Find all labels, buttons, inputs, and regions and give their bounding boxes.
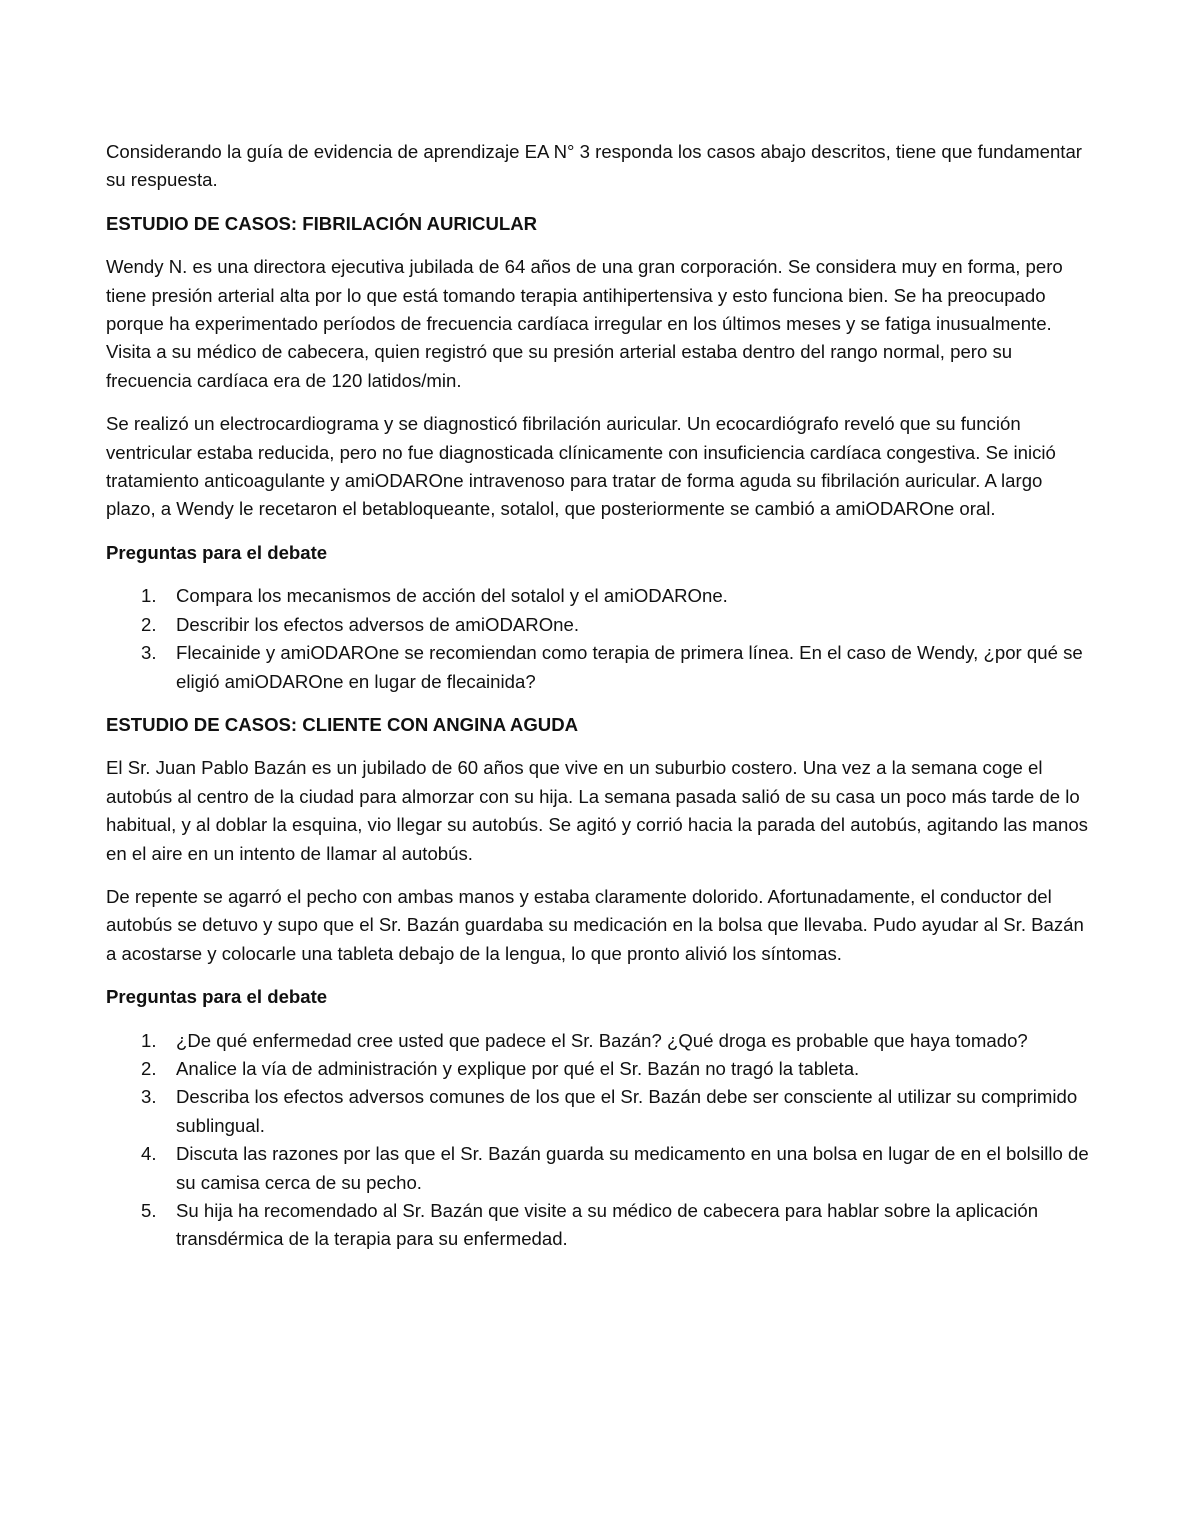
item-number: 4. [141,1143,157,1165]
item-text: Discuta las razones por las que el Sr. Bazán guarda su medicamento en una bolsa en lugar de en el bolsillo de su camisa cerca de su pecho. [176,1143,1089,1193]
case-study-atrial-fibrillation [106,210,1096,696]
item-text: Flecainide y amiODAROne se recomiendan como terapia de primera línea. En el caso de Wendy, ¿por qué se eligió amiODAROne en lugar de flecainida? [176,642,1083,692]
item-text: Su hija ha recomendado al Sr. Bazán que visite a su médico de cabecera para hablar sobre la aplicación transdérmica de la terapia para su enfermedad. [176,1200,1039,1250]
item-number: 1. [141,585,157,607]
questions-heading: Preguntas para el debate [106,986,328,1008]
item-number: 1. [141,1029,157,1051]
list-item [106,1140,1096,1197]
case-paragraph: Se realizó un electrocardiograma y se diagnosticó fibrilación auricular. Un ecocardiógrafo reveló que su función ventricular estaba reducida, pero no fue diagnosticada clínicamente con insuficiencia cardíaca congestiva. Se inició tratamiento anticoagulante y amiODAROne intravenoso para tratar de forma aguda su fibrilación auricular. A largo plazo, a Wendy le recetaron el betabloqueante, sotalol, que posteriormente se cambió a amiODAROne oral. [106,413,1056,520]
list-item [106,582,1096,610]
questions-heading: Preguntas para el debate [106,541,328,563]
item-text: Compara los mecanismos de acción del sotalol y el amiODAROne. [176,585,728,607]
questions-list [106,582,1096,696]
list-item [106,1197,1096,1254]
list-item [106,1083,1096,1140]
item-number: 3. [141,642,157,664]
item-text: Describir los efectos adversos de amiODAROne. [176,613,580,635]
list-item [106,639,1096,696]
case-paragraph: El Sr. Juan Pablo Bazán es un jubilado de 60 años que vive en un suburbio costero. Una vez a la semana coge el autobús al centro de la ciudad para almorzar con su hija. La semana pasada salió de su casa un poco más tarde de lo habitual, y al doblar la esquina, vio llegar su autobús. Se agitó y corrió hacia la parada del autobús, agitando las manos en el aire en un intento de llamar al autobús. [106,757,1088,864]
item-number: 5. [141,1200,157,1221]
intro-paragraph: Considerando la guía de evidencia de aprendizaje EA N° 3 responda los casos abajo descritos, tiene que fundamentar su respuesta. [106,141,1082,191]
list-item [106,1055,1096,1083]
document-page [106,138,1096,1269]
list-item [106,1027,1096,1055]
item-text: Analice la vía de administración y explique por qué el Sr. Bazán no tragó la tableta. [176,1057,860,1079]
item-text: Describa los efectos adversos comunes de los que el Sr. Bazán debe ser consciente al utilizar su comprimido sublingual. [176,1086,1078,1136]
case-study-acute-angina [106,711,1096,1254]
item-number: 2. [141,1057,157,1079]
item-number: 3. [141,1086,157,1108]
list-item [106,611,1096,639]
case-heading: ESTUDIO DE CASOS: FIBRILACIÓN AURICULAR [106,212,538,234]
item-text: ¿De qué enfermedad cree usted que padece el Sr. Bazán? ¿Qué droga es probable que haya tomado? [176,1029,1028,1051]
case-paragraph: De repente se agarró el pecho con ambas manos y estaba claramente dolorido. Afortunadamente, el conductor del autobús se detuvo y supo que el Sr. Bazán guardaba su medicación en la bolsa que llevaba. Pudo ayudar al Sr. Bazán a acostarse y colocarle una tableta debajo de la lengua, lo que pronto alivió los síntomas. [106,885,1084,964]
questions-list [106,1027,1096,1254]
case-paragraph: Wendy N. es una directora ejecutiva jubilada de 64 años de una gran corporación. Se considera muy en forma, pero tiene presión arterial alta por lo que está tomando terapia antihipertensiva y esto funciona bien. Se ha preocupado porque ha experimentado períodos de frecuencia cardíaca irregular en los últimos meses y se fatiga inusualmente. Visita a su médico de cabecera, quien registró que su presión arterial estaba dentro del rango normal, pero su frecuencia cardíaca era de 120 latidos/min. [106,256,1063,391]
case-heading: ESTUDIO DE CASOS: CLIENTE CON ANGINA AGUDA [106,713,579,735]
item-number: 2. [141,613,157,635]
